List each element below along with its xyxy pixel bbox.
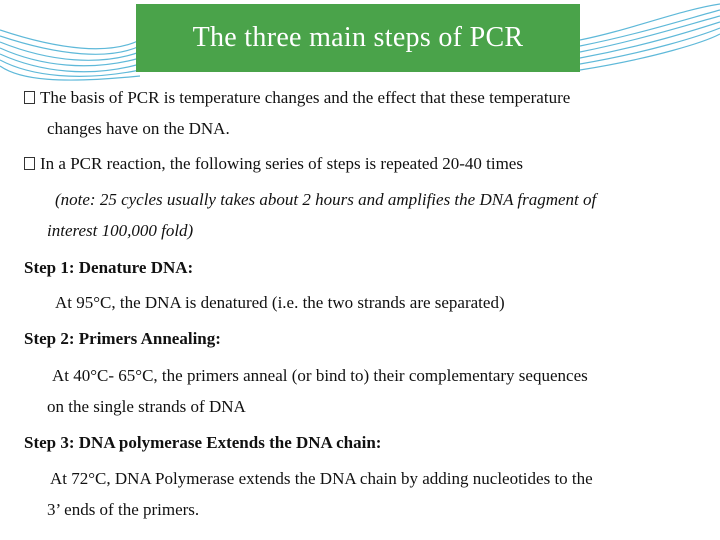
step-1-line-1: At 95°C, the DNA is denatured (i.e. the two strands are separated) — [55, 293, 505, 312]
bullet-2-line-1 — [24, 153, 523, 175]
bullet-1-line-2: changes have on the DNA. — [47, 119, 230, 138]
step-2-line-1: At 40°C- 65°C, the primers anneal (or bind to) their complementary sequences — [52, 366, 588, 385]
bullet-square-icon — [24, 91, 35, 104]
note-line-2: interest 100,000 fold) — [47, 221, 194, 240]
step-1-heading: Step 1: Denature DNA: — [24, 258, 194, 277]
note-line-1: (note: 25 cycles usually takes about 2 hours and amplifies the DNA fragment of — [55, 190, 597, 209]
step-3-heading: Step 3: DNA polymerase Extends the DNA chain: — [24, 433, 382, 452]
bullet-1-line-1 — [24, 87, 570, 109]
page-title: The three main steps of PCR — [192, 22, 524, 53]
bullet-1-text: The basis of PCR is temperature changes and the effect that these temperature — [40, 88, 571, 107]
step-2-heading: Step 2: Primers Annealing: — [24, 329, 221, 348]
step-2-line-2: on the single strands of DNA — [47, 397, 246, 416]
bullet-2-text: In a PCR reaction, the following series of steps is repeated 20-40 times — [40, 154, 523, 173]
bullet-square-icon — [24, 157, 35, 170]
step-3-line-2: 3’ ends of the primers. — [47, 500, 200, 519]
step-3-line-1: At 72°C, DNA Polymerase extends the DNA chain by adding nucleotides to the — [50, 469, 593, 488]
